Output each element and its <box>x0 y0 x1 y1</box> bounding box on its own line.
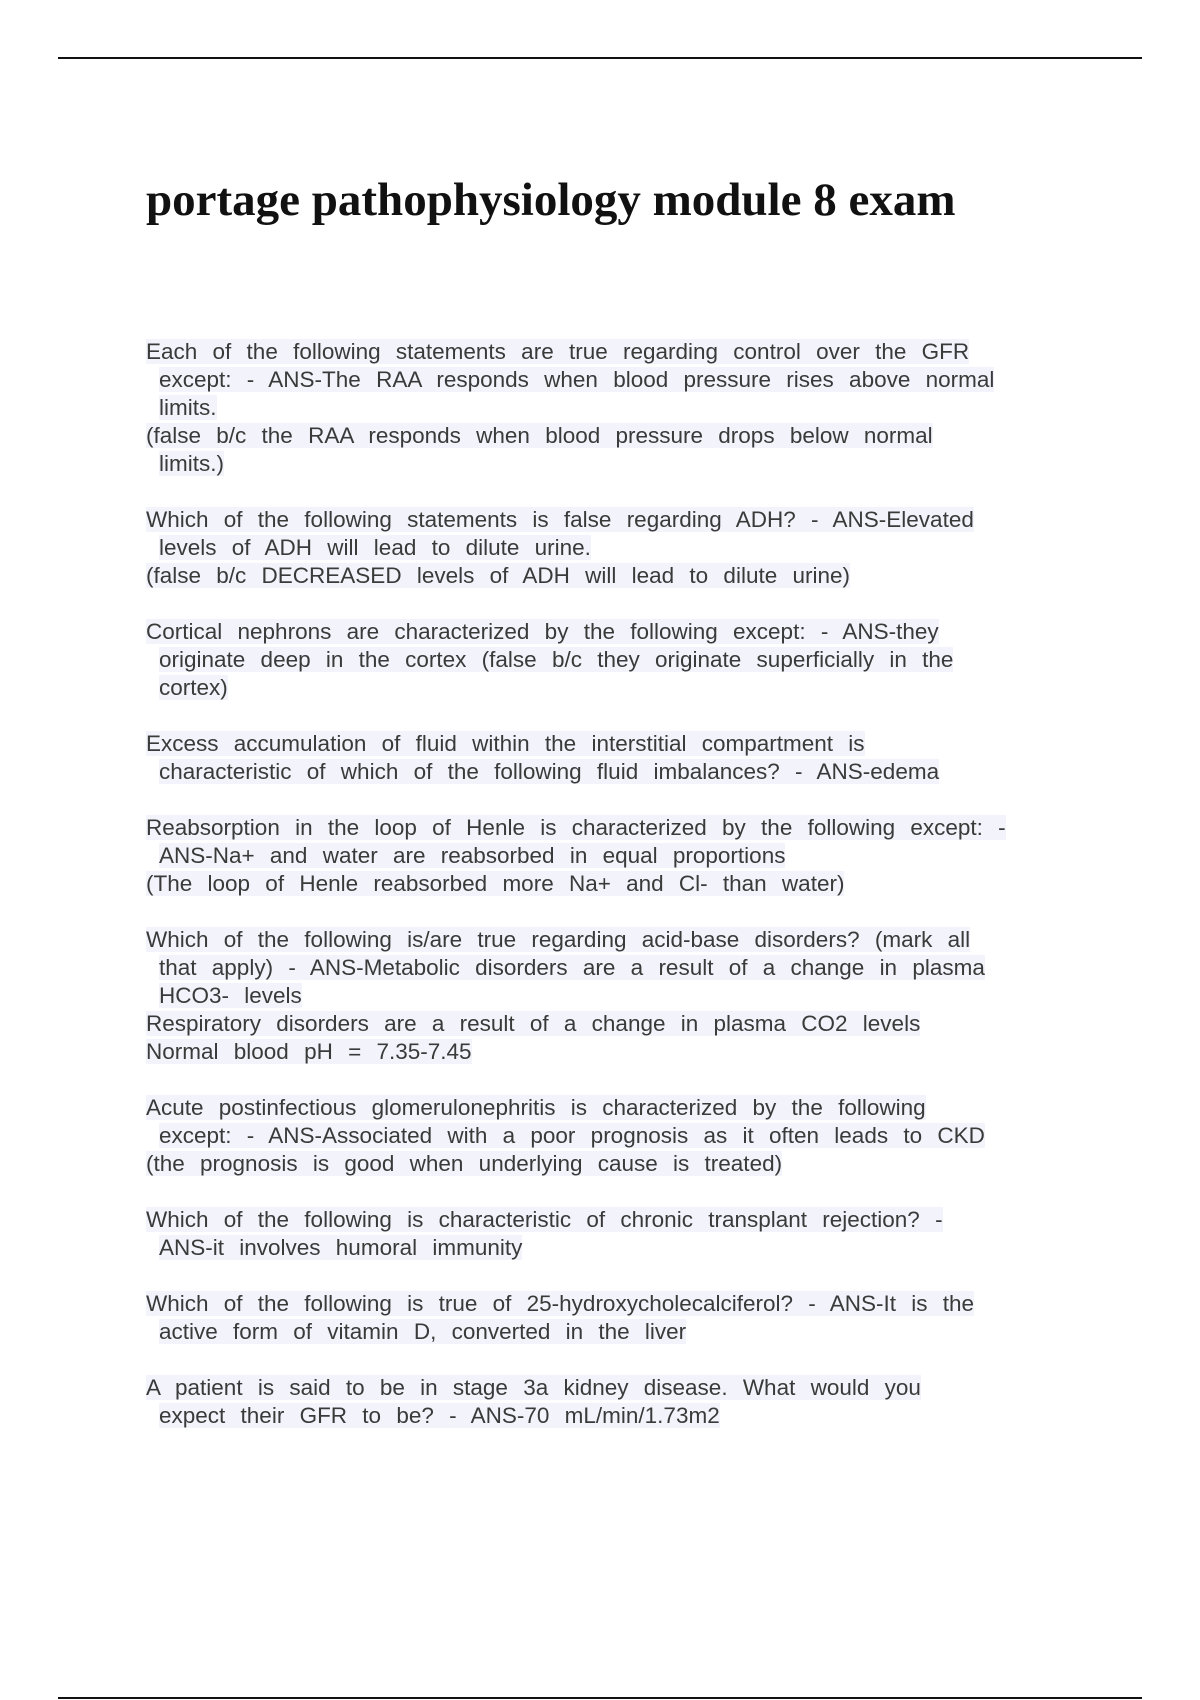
qa-line-text: originate deep in the cortex (false b/c they originate superficially in the <box>159 647 954 672</box>
page-title: portage pathophysiology module 8 exam <box>146 174 956 226</box>
qa-line <box>146 1374 1106 1402</box>
qa-line-text: Normal blood pH = 7.35-7.45 <box>146 1039 472 1064</box>
qa-line <box>146 954 1106 982</box>
qa-line-text: (false b/c the RAA responds when blood pressure drops below normal <box>146 423 933 448</box>
qa-line <box>146 870 1106 898</box>
qa-line-text: Excess accumulation of fluid within the interstitial compartment is <box>146 731 865 756</box>
qa-line-text: except: - ANS-The RAA responds when blood pressure rises above normal <box>159 367 995 392</box>
qa-line-text: Acute postinfectious glomerulonephritis is characterized by the following <box>146 1095 926 1120</box>
qa-line <box>146 422 1106 450</box>
qa-item <box>146 1094 1106 1178</box>
qa-line <box>146 366 1106 394</box>
qa-line <box>146 1234 1106 1262</box>
qa-line <box>146 506 1106 534</box>
qa-line-text: Respiratory disorders are a result of a change in plasma CO2 levels <box>146 1011 921 1036</box>
question-answer-list <box>146 338 1106 1458</box>
qa-line <box>146 982 1106 1010</box>
qa-item <box>146 1290 1106 1346</box>
qa-line <box>146 842 1106 870</box>
qa-line-text: that apply) - ANS-Metabolic disorders are a result of a change in plasma <box>159 955 985 980</box>
qa-line-text: Cortical nephrons are characterized by the following except: - ANS-they <box>146 619 939 644</box>
qa-line-text: Which of the following is/are true regarding acid-base disorders? (mark all <box>146 927 971 952</box>
qa-item <box>146 814 1106 898</box>
qa-item <box>146 338 1106 478</box>
qa-line-text: Each of the following statements are true regarding control over the GFR <box>146 339 970 364</box>
qa-line <box>146 450 1106 478</box>
qa-line <box>146 1010 1106 1038</box>
qa-line <box>146 338 1106 366</box>
qa-line-text: Which of the following statements is false regarding ADH? - ANS-Elevated <box>146 507 974 532</box>
qa-line-text: A patient is said to be in stage 3a kidney disease. What would you <box>146 1375 921 1400</box>
qa-item <box>146 1374 1106 1430</box>
qa-item <box>146 506 1106 590</box>
qa-line <box>146 926 1106 954</box>
qa-line <box>146 1150 1106 1178</box>
qa-line <box>146 1038 1106 1066</box>
qa-line-text: except: - ANS-Associated with a poor prognosis as it often leads to CKD <box>159 1123 985 1148</box>
qa-line-text: levels of ADH will lead to dilute urine. <box>159 535 591 560</box>
qa-item <box>146 1206 1106 1262</box>
qa-line-text: characteristic of which of the following fluid imbalances? - ANS-edema <box>159 759 940 784</box>
qa-item <box>146 730 1106 786</box>
qa-line <box>146 1318 1106 1346</box>
qa-line-text: HCO3- levels <box>159 983 302 1008</box>
qa-line <box>146 618 1106 646</box>
qa-line-text: ANS-Na+ and water are reabsorbed in equal proportions <box>159 843 786 868</box>
qa-line <box>146 1206 1106 1234</box>
qa-line-text: ANS-it involves humoral immunity <box>159 1235 523 1260</box>
qa-line-text: active form of vitamin D, converted in the liver <box>159 1319 687 1344</box>
top-divider <box>58 57 1142 59</box>
qa-line <box>146 394 1106 422</box>
qa-line-text: Reabsorption in the loop of Henle is characterized by the following except: - <box>146 815 1006 840</box>
qa-line-text: limits.) <box>159 451 224 476</box>
qa-line-text: (false b/c DECREASED levels of ADH will lead to dilute urine) <box>146 563 850 588</box>
qa-line <box>146 1122 1106 1150</box>
qa-item <box>146 926 1106 1066</box>
qa-line-text: limits. <box>159 395 217 420</box>
bottom-divider <box>58 1697 1142 1699</box>
qa-line-text: cortex) <box>159 675 228 700</box>
qa-line-text: Which of the following is characteristic of chronic transplant rejection? - <box>146 1207 943 1232</box>
qa-line <box>146 1290 1106 1318</box>
qa-line <box>146 814 1106 842</box>
qa-line <box>146 562 1106 590</box>
qa-item <box>146 618 1106 702</box>
qa-line-text: expect their GFR to be? - ANS-70 mL/min/1.73m2 <box>159 1403 720 1428</box>
qa-line-text: Which of the following is true of 25-hydroxycholecalciferol? - ANS-It is the <box>146 1291 975 1316</box>
qa-line <box>146 674 1106 702</box>
qa-line <box>146 534 1106 562</box>
qa-line-text: (the prognosis is good when underlying cause is treated) <box>146 1151 783 1176</box>
qa-line <box>146 758 1106 786</box>
qa-line <box>146 1094 1106 1122</box>
qa-line <box>146 646 1106 674</box>
qa-line-text: (The loop of Henle reabsorbed more Na+ and Cl- than water) <box>146 871 845 896</box>
qa-line <box>146 1402 1106 1430</box>
qa-line <box>146 730 1106 758</box>
